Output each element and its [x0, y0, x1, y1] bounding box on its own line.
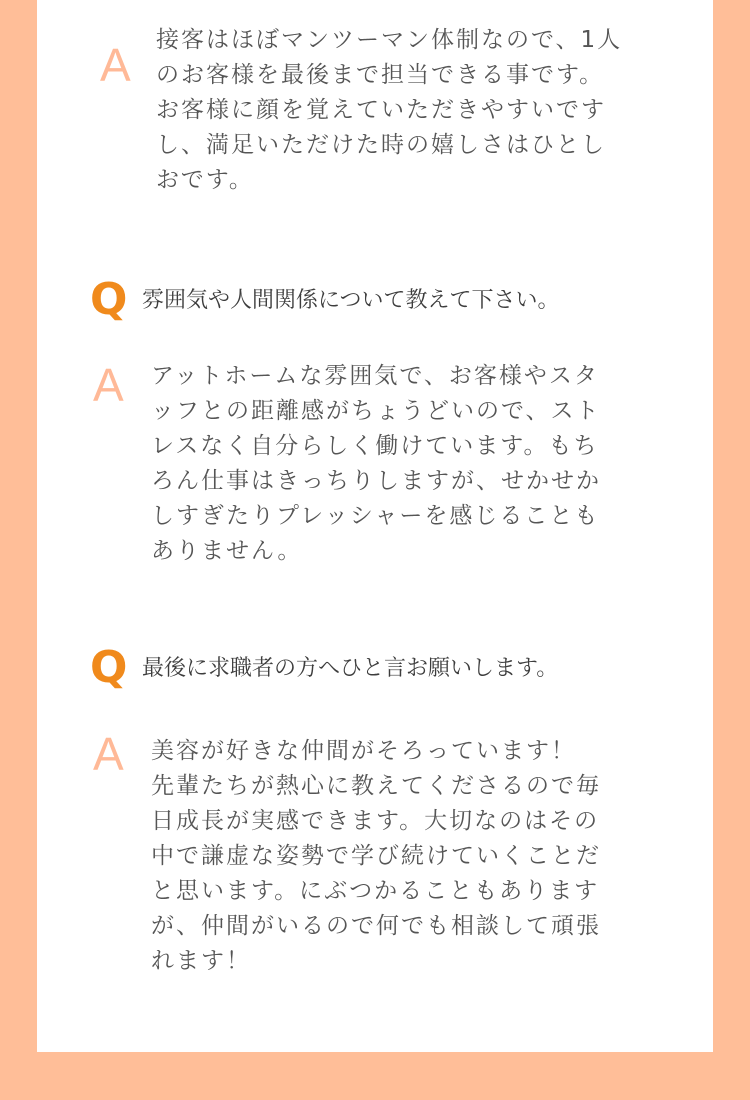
answer-line: 日成長が実感できます。大切なのはその: [151, 808, 600, 834]
answer-line: 中で謙虚な姿勢で学び続けていくことだ: [151, 843, 601, 869]
answer-marker: A: [100, 39, 131, 91]
answer-text: [156, 23, 622, 198]
answer-line: が、仲間がいるので何でも相談して頑張: [151, 913, 601, 939]
answer-line: 先輩たちが熱心に教えてくださるので毎: [151, 773, 601, 799]
answer-marker: A: [93, 728, 124, 780]
answer-text: [151, 734, 601, 979]
answer-line: のお客様を最後まで担当できる事です。: [156, 62, 605, 88]
answer-marker: A: [93, 359, 124, 411]
answer-line: レスなく自分らしく働けています。もち: [151, 433, 599, 459]
question-marker: Q: [90, 642, 128, 693]
question-text: 雰囲気や人間関係について教えて下さい。: [142, 288, 560, 313]
answer-line: アットホームな雰囲気で、お客様やスタ: [151, 363, 599, 389]
answer-line: 美容が好きな仲間がそろっています！: [151, 738, 576, 764]
answer-line: と思います。にぶつかることもあります: [151, 878, 600, 904]
answer-line: ろん仕事はきっちりしますが、せかせか: [151, 468, 601, 494]
answer-line: ありません。: [151, 538, 303, 564]
question-text: 最後に求職者の方へひと言お願いします。: [142, 656, 559, 681]
answer-line: お客様に顔を覚えていただきやすいです: [156, 97, 606, 123]
answer-line: 接客はほぼマンツーマン体制なので、1人: [156, 27, 623, 53]
answer-text: [151, 359, 601, 569]
answer-line: し、満足いただけた時の嬉しさはひとし: [156, 132, 606, 158]
question-marker: Q: [90, 274, 128, 325]
answer-line: しすぎたりプレッシャーを感じることも: [151, 503, 600, 529]
answer-line: おです。: [156, 167, 254, 193]
answer-line: ッフとの距離感がちょうどいので、スト: [151, 398, 601, 424]
answer-line: れます！: [151, 948, 251, 974]
